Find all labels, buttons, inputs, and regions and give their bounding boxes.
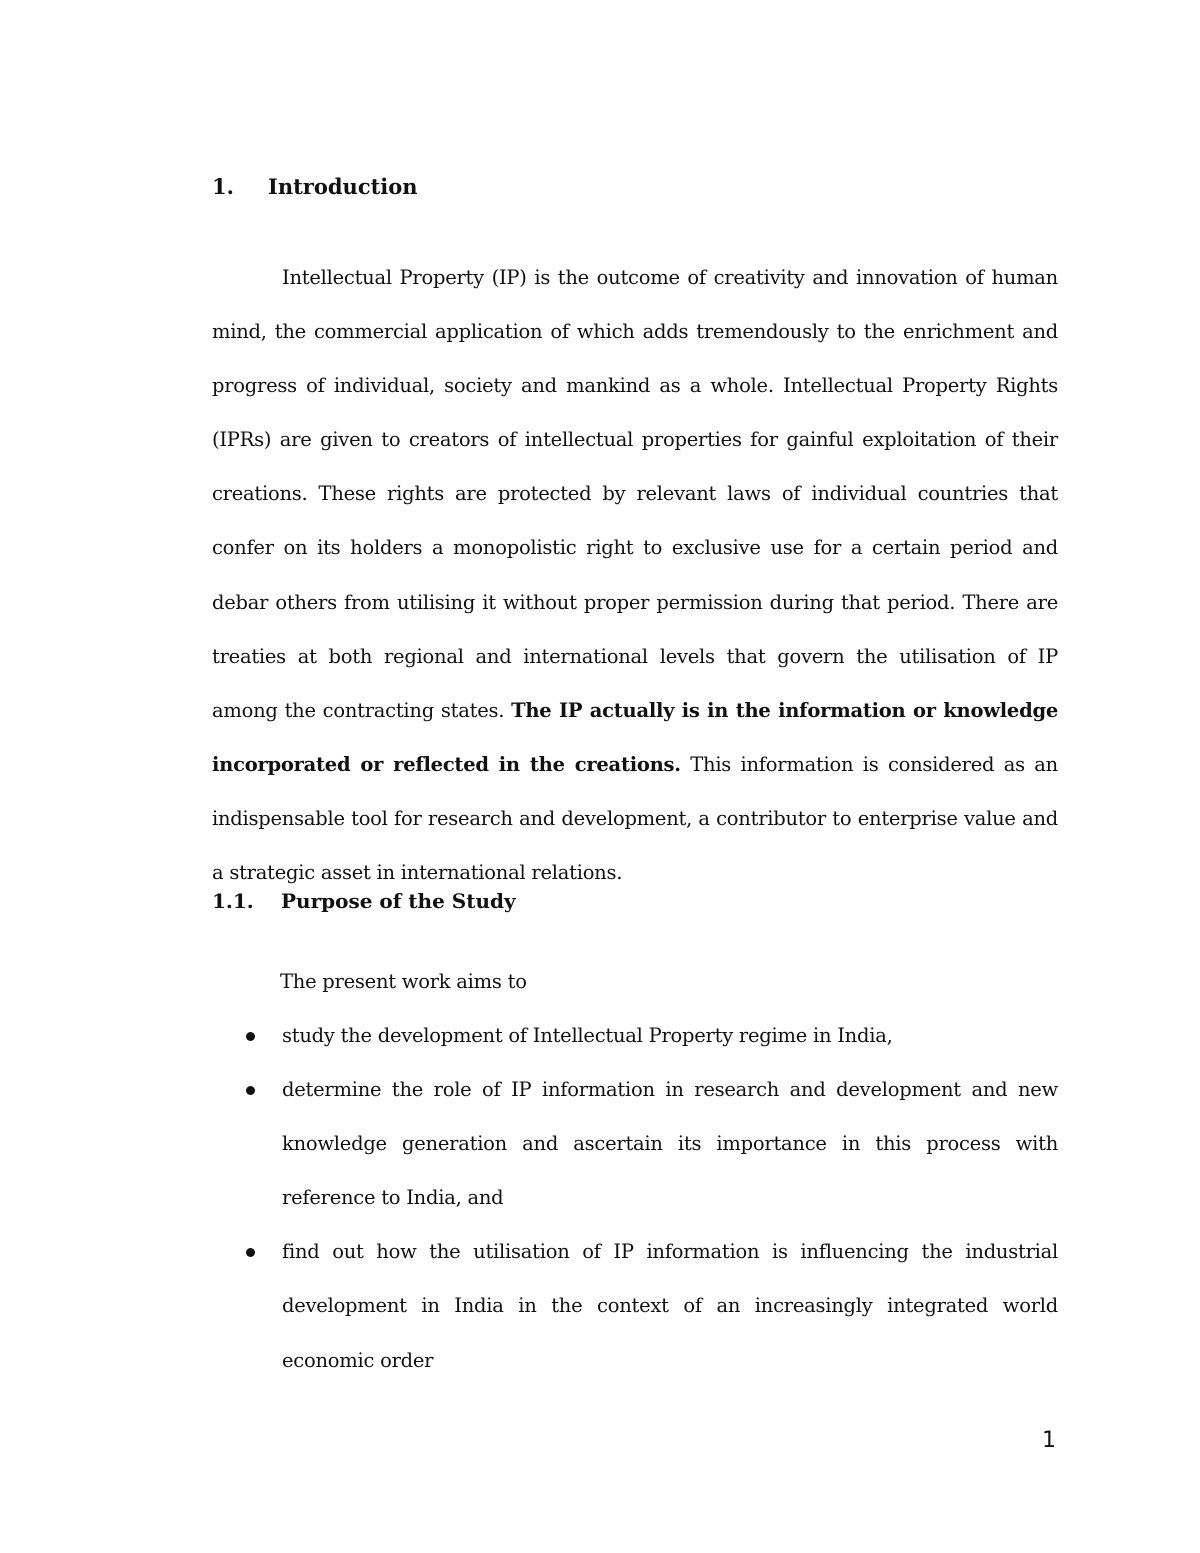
subsection-title: Purpose of the Study	[281, 889, 516, 913]
list-item	[212, 1225, 1058, 1387]
bullet-icon	[246, 1086, 255, 1095]
page-number: 1	[1042, 1428, 1056, 1453]
purpose-lead-text: The present work aims to	[280, 970, 527, 993]
list-item-text: find out how the utilisation of IP information is influencing the industrial development in India in the context of an increasingly integrated world economic order	[282, 1240, 1058, 1372]
list-item	[212, 1009, 1058, 1063]
introduction-paragraph	[212, 251, 1058, 900]
list-item-text: study the development of Intellectual Property regime in India,	[282, 1024, 893, 1047]
section-heading-purpose	[212, 891, 516, 911]
section-heading-introduction	[212, 176, 418, 197]
section-number: 1.	[212, 174, 234, 199]
bullet-icon	[246, 1248, 255, 1257]
list-item-text: determine the role of IP information in research and development and new knowledge generation and ascertain its importance in this process with reference to India, and	[282, 1078, 1058, 1210]
paragraph-text: Intellectual Property (IP) is the outcome of creativity and innovation of human mind, the commercial application of which adds tremendously to the enrichment and progress of individual, society and mankind as a whole. Intellectual Property Rights (IPRs) are given to creators of intellectual properties for gainful exploitation of their creations. These rights are protected by relevant laws of individual countries that confer on its holders a monopolistic right to exclusive use for a certain period and debar others from utilising it without proper permission during that period. There are treaties at both regional and international levels that govern the utilisation of IP among the contracting states.	[212, 266, 1058, 722]
purpose-bullet-list	[212, 1009, 1058, 1388]
subsection-number: 1.1.	[212, 889, 254, 913]
paragraph-bold-text: The IP actually is in the information or knowledge incorporated or reflected in the creations.	[212, 698, 1058, 776]
paragraph-text-continued: This information is considered as an indispensable tool for research and development, a contributor to enterprise value and a strategic asset in international relations.	[212, 752, 1058, 885]
bullet-icon	[246, 1032, 255, 1041]
list-item	[212, 1063, 1058, 1225]
section-title: Introduction	[268, 174, 418, 199]
